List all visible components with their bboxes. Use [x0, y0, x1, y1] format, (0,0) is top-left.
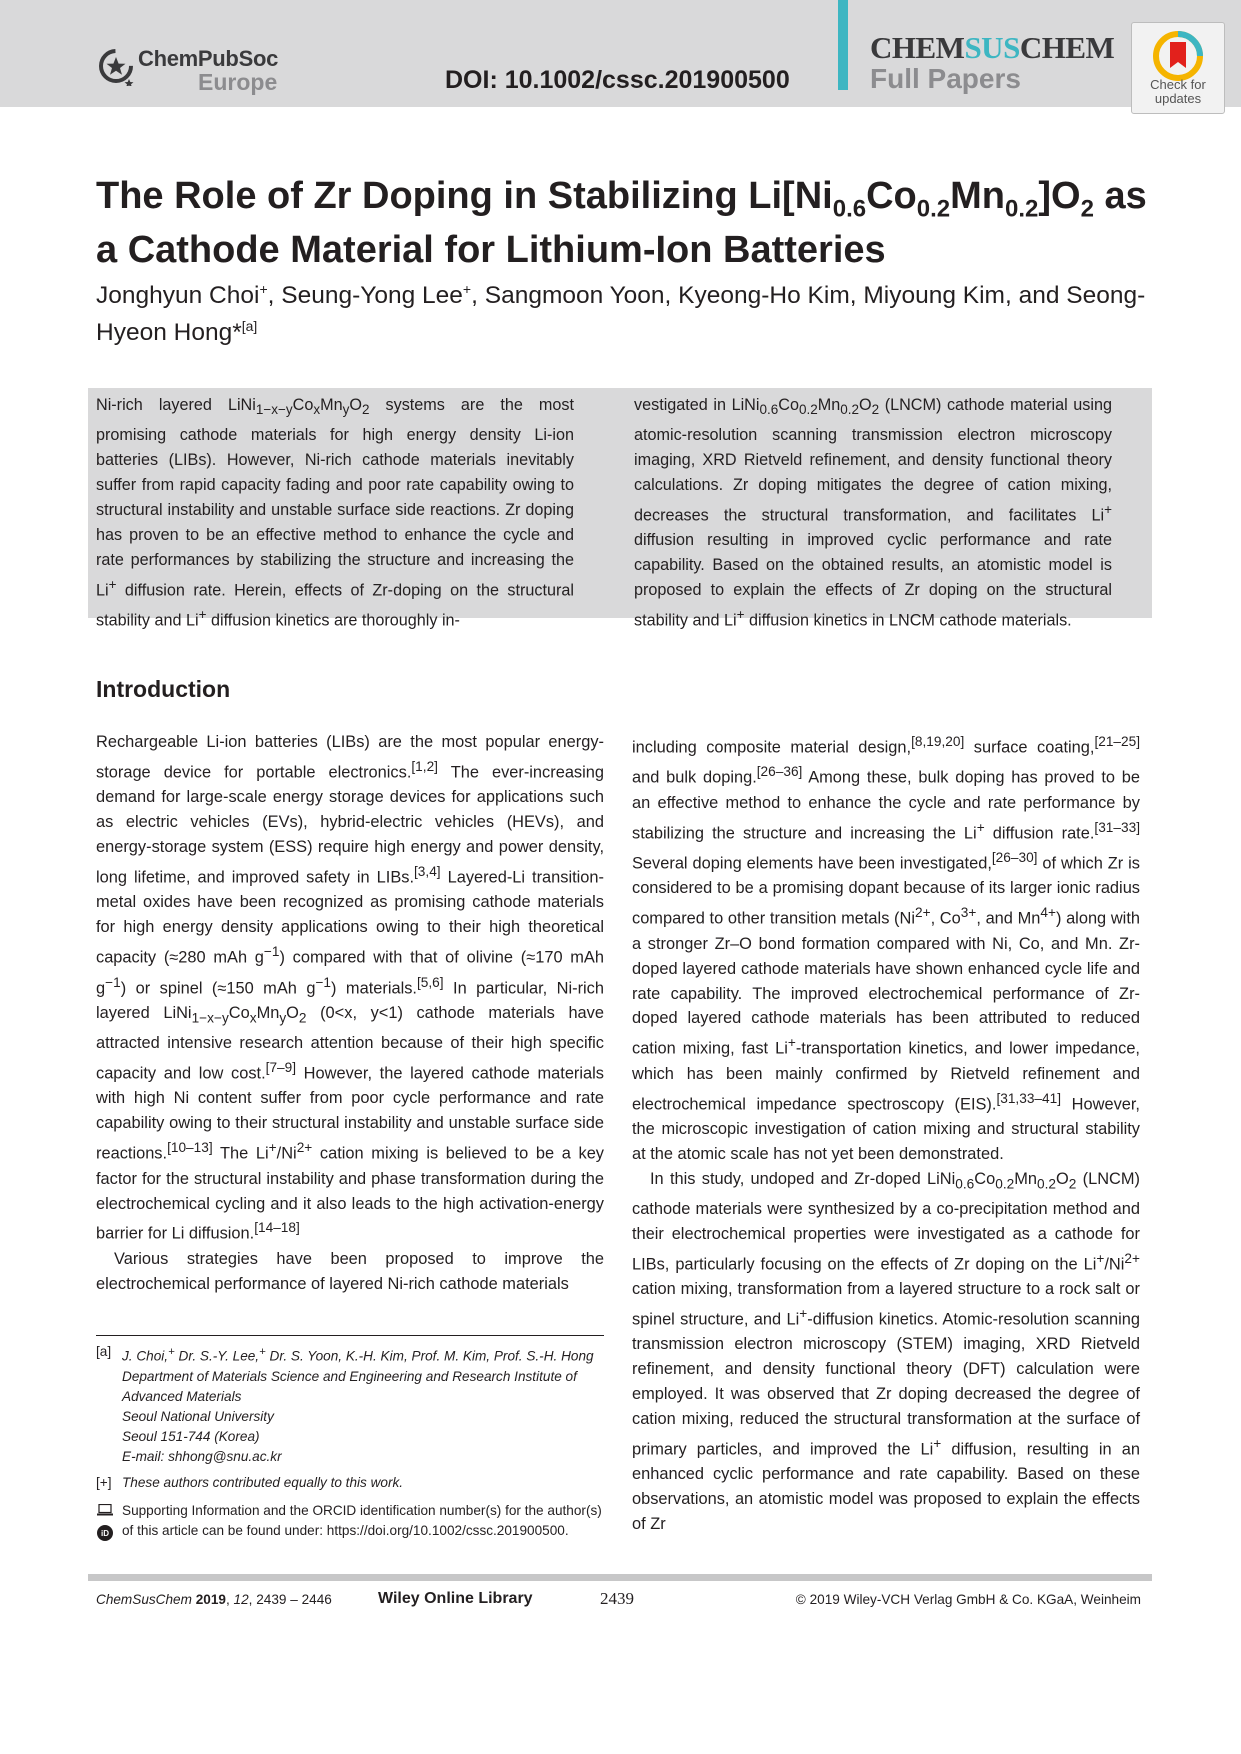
body-text: (0<x, y<1) cathode materials have attracted intensive research attention because of their high specific capacity and low cost. — [96, 1003, 604, 1083]
abstract-text: diffusion resulting in improved cyclic performance and rate capability. Based on the obtained results, an atomistic model is proposed to explain the effects of Zr doping on the structural stability and Li — [634, 531, 1112, 630]
charge-superscript: + — [736, 606, 745, 622]
footer-citation: ChemSusChem 2019, 12, 2439 – 2446 — [96, 1592, 332, 1607]
body-text: The ever-increasing demand for large-scale energy storage devices for applications such as electric vehicles (EVs), hybrid-electric vehicles (HEVs), and energy-storage system (ESS) require high energy and power density, long lifetime, and improved safety in LIBs. — [96, 763, 605, 887]
body-text: ) materials. — [331, 979, 417, 998]
citation-ref[interactable]: [10–13] — [167, 1140, 213, 1156]
affiliation-address: Seoul 151-744 (Korea) — [122, 1428, 260, 1444]
check-line-2: updates — [1154, 91, 1202, 106]
body-paragraph: Various strategies have been proposed to improve the electrochemical performance of layered Ni-rich cathode materials — [96, 1249, 604, 1293]
body-text: However, the layered cathode materials with high Ni content suffer from poor cycle performance and rate capability owing to their structural instability and unstable surface side reactions. — [96, 1064, 604, 1163]
chempubsoc-star-icon — [96, 46, 136, 86]
body-text: Mn — [1014, 1169, 1037, 1188]
citation-ref[interactable]: [14–18] — [254, 1220, 300, 1236]
body-text: Layered-Li transition-metal oxides have been recognized as promising cathode materials for high energy density applications owing to their high theoretical capacity (≈280 mAh g — [96, 868, 604, 967]
title-text: as a Cathode Material for Lithium-Ion Batteries — [96, 175, 1147, 271]
unit-superscript: −1 — [315, 974, 332, 990]
charge-superscript: + — [268, 1140, 277, 1156]
footnote-text: Dr. S.-Y. Lee, — [174, 1348, 260, 1364]
title-text: Mn — [950, 175, 1005, 217]
formula-subscript: 1−x−y — [255, 402, 293, 418]
footer-volume: 12 — [233, 1592, 249, 1607]
title-text: Co — [866, 175, 917, 217]
formula-subscript: 2 — [1068, 1176, 1077, 1192]
formula-subscript: y — [279, 1010, 287, 1026]
abstract-text: Mn — [817, 396, 841, 414]
charge-superscript: + — [933, 1436, 942, 1452]
abstract-text: vestigated in LiNi — [634, 396, 760, 414]
author-equal-mark: + — [168, 1346, 175, 1358]
formula-subscript: y — [342, 402, 350, 418]
footnote-text: Dr. S. Yoon, K.-H. Kim, Prof. M. Kim, Prof. S.-H. Hong — [265, 1348, 594, 1364]
check-for-updates-icon — [1150, 28, 1206, 84]
abstract-text: (LNCM) cathode material using atomic-resolution scanning transmission electron microscopy imaging, XRD Rietveld refinement, and density functional theory calculations. Zr doping mitigates the degree of cation mixing, decreases the structural transformation, and facilitates Li — [634, 396, 1113, 525]
body-text: -diffusion kinetics. Atomic-resolution scanning transmission electron microscopy (STEM) imaging, XRD Rietveld refinement, and density functional theory (DFT) calculation were employed. It was observed that Zr doping decreased the degree of cation mixing, reduced the structural transformation at the surface of primary particles, and improved the Li — [632, 1310, 1140, 1459]
body-paragraph — [632, 730, 1140, 1167]
abstract-text: systems are the most promising cathode materials for high energy density Li-ion batteries (LIBs). However, Ni-rich cathode materials inevitably suffer from rapid capacity fading and poor rate capability owing to structural instability and unstable surface side reactions. Zr doping has proven to be an effective method to enhance the cycle and rate performances by stabilizing the structure and increasing the Li — [96, 396, 575, 599]
charge-superscript: + — [198, 606, 207, 622]
body-text: Co — [974, 1169, 996, 1188]
author-equal-mark: + — [259, 281, 268, 297]
body-text: Co — [228, 1003, 250, 1022]
formula-subscript: 0.2 — [1037, 1176, 1056, 1192]
citation-ref[interactable]: [31,33–41] — [996, 1090, 1062, 1106]
body-text: Several doping elements have been investigated, — [632, 854, 992, 873]
abstract-text: Ni-rich layered LiNi — [96, 396, 256, 414]
body-column-right — [632, 730, 1140, 1537]
footnotes — [96, 1342, 604, 1541]
body-text: Mn — [256, 1003, 280, 1022]
charge-superscript: + — [799, 1306, 808, 1322]
abstract-box — [88, 388, 1152, 630]
body-paragraph — [96, 730, 604, 1247]
body-paragraph — [632, 1167, 1140, 1537]
title-text: ]O — [1038, 175, 1081, 217]
charge-superscript: 3+ — [960, 905, 977, 921]
affiliation-mark: [a] — [241, 318, 258, 335]
page-number: 2439 — [600, 1589, 634, 1608]
abstract-text: Mn — [320, 396, 343, 414]
citation-ref[interactable]: [26–30] — [991, 850, 1038, 866]
charge-superscript: + — [976, 819, 985, 835]
article-title — [96, 176, 1156, 270]
abstract-text: Co — [292, 396, 314, 414]
charge-superscript: + — [1096, 1250, 1105, 1266]
body-text: , and Mn — [976, 909, 1041, 928]
copyright-notice: © 2019 Wiley-VCH Verlag GmbH & Co. KGaA, Weinheim — [795, 1592, 1141, 1607]
formula-subscript: 0.6 — [955, 1176, 975, 1192]
body-text: including composite material design, — [632, 738, 912, 757]
formula-subscript: 1−x−y — [191, 1010, 229, 1026]
journal-name-part3: CHEM — [1019, 30, 1115, 65]
footer-journal: ChemSusChem — [96, 1592, 192, 1607]
title-subscript: 2 — [1080, 195, 1094, 223]
formula-subscript: x — [249, 1010, 257, 1026]
footnote-text: These authors contributed equally to this work. — [122, 1474, 404, 1490]
title-subscript: 0.2 — [1005, 195, 1039, 223]
unit-superscript: −1 — [105, 974, 121, 990]
citation-ref[interactable]: [1,2] — [411, 758, 438, 774]
abstract-text: diffusion kinetics in LNCM cathode materials. — [744, 611, 1072, 630]
body-text: ) or spinel (≈150 mAh g — [120, 979, 316, 998]
charge-superscript: + — [787, 1035, 796, 1051]
formula-subscript: 2 — [298, 1010, 307, 1026]
equal-contribution-footnote — [96, 1473, 604, 1493]
charge-superscript: + — [108, 576, 117, 592]
supporting-info-text[interactable]: Supporting Information and the ORCID identification number(s) for the author(s) of this article can be found under: https://doi.org/10.1002/cssc.201900500. — [122, 1502, 602, 1538]
charge-superscript: 2+ — [915, 905, 931, 921]
body-text: In this study, undoped and Zr-doped LiNi — [650, 1169, 956, 1188]
body-text: Rechargeable Li-ion batteries (LIBs) are the most popular energy-storage device for portable electronics. — [96, 733, 604, 782]
body-column-left — [96, 730, 604, 1297]
body-text: and bulk doping. — [632, 768, 757, 787]
journal-name-part1: CHEM — [870, 30, 965, 65]
affiliation-email[interactable]: E-mail: shhong@snu.ac.kr — [122, 1448, 282, 1464]
journal-name-part2: SUS — [964, 30, 1020, 65]
charge-superscript: 2+ — [296, 1140, 313, 1156]
footnote-mark: [+] — [96, 1474, 112, 1490]
citation-ref[interactable]: [8,19,20] — [911, 734, 965, 749]
formula-subscript: x — [313, 402, 321, 418]
supporting-info-footnote — [96, 1501, 604, 1541]
formula-subscript: 0.2 — [798, 402, 818, 418]
author-equal-mark: + — [462, 281, 472, 297]
body-text: diffusion rate. — [984, 824, 1095, 843]
footer-divider — [88, 1574, 1152, 1581]
check-line-1: Check for — [1150, 77, 1206, 92]
body-text: In particular, Ni-rich layered LiNi — [96, 979, 604, 1022]
publisher-sub: Europe — [198, 69, 278, 95]
title-text: The Role of Zr Doping in Stabilizing Li[Ni — [96, 175, 833, 217]
body-text: , Co — [930, 909, 961, 928]
footer-year: 2019 — [195, 1592, 226, 1607]
abstract-column-left — [96, 393, 574, 633]
affiliation-authors — [122, 1342, 604, 1367]
formula-subscript: 0.2 — [840, 402, 860, 418]
author-name: , Seung-Yong Lee — [267, 282, 463, 310]
author-name: , Sangmoon Yoon, Kyeong-Ho Kim, Miyoung Kim, and Seong-Hyeon Hong* — [96, 282, 1146, 347]
title-subscript: 0.2 — [916, 195, 951, 223]
affiliation-university: Seoul National University — [122, 1408, 274, 1424]
body-text: surface coating, — [964, 738, 1095, 757]
publisher-name: ChemPubSoc — [138, 46, 279, 71]
formula-subscript: 0.2 — [995, 1176, 1015, 1192]
footer-pages: , 2439 – 2446 — [248, 1592, 332, 1607]
wiley-online-library-link[interactable]: Wiley Online Library — [378, 1590, 533, 1607]
formula-subscript: 0.6 — [759, 402, 779, 418]
citation-ref[interactable]: [26–36] — [756, 764, 803, 780]
body-text: O — [286, 1003, 299, 1022]
charge-superscript: 4+ — [1040, 905, 1056, 921]
abstract-text: Co — [778, 396, 799, 414]
citation-ref[interactable]: [7–9] — [265, 1060, 297, 1076]
footnote-text: J. Choi, — [122, 1348, 169, 1364]
affiliation-department: Department of Materials Science and Engineering and Research Institute of Advanced Materials — [122, 1368, 577, 1404]
journal-name — [870, 30, 1114, 66]
accent-bar — [838, 0, 848, 90]
affiliation-footnote — [96, 1342, 604, 1467]
citation-ref[interactable]: [3,4] — [414, 864, 441, 879]
charge-superscript: 2+ — [1124, 1250, 1140, 1266]
check-for-updates-button[interactable] — [1131, 22, 1225, 114]
title-subscript: 0.6 — [832, 195, 867, 223]
body-text: -transportation kinetics, and lower impedance, which has been mainly confirmed by Rietveld refinement and electrochemical impedance spectroscopy (EIS). — [632, 1039, 1140, 1114]
svg-text:iD: iD — [101, 1528, 109, 1538]
abstract-column-right — [634, 393, 1112, 633]
body-text: of which Zr is considered to be a promising dopant because of its larger ionic radius compared to other transition metals (Ni — [632, 854, 1140, 928]
body-text: The Li — [212, 1144, 269, 1163]
citation-ref[interactable]: [5,6] — [416, 974, 444, 990]
orcid-icon — [97, 1525, 113, 1541]
footnote-divider — [96, 1335, 604, 1336]
doi-label[interactable]: DOI: 10.1002/cssc.201900500 — [445, 66, 790, 94]
abstract-text: diffusion rate. Herein, effects of Zr-doping on the structural stability and Li — [96, 580, 574, 630]
unit-superscript: −1 — [263, 944, 280, 960]
citation-ref[interactable]: [31–33] — [1094, 819, 1140, 835]
citation-ref[interactable]: [21–25] — [1094, 734, 1141, 749]
body-text: /Ni — [1104, 1255, 1125, 1274]
laptop-icon — [97, 1504, 113, 1516]
body-text: Among these, bulk doping has proved to be an effective method to enhance the cycle and rate performance by stabilizing the structure and increasing the Li — [632, 768, 1141, 843]
body-text: ) along with a stronger Zr–O bond formation compared with Ni, Co, and Mn. Zr-doped layered cathode materials have shown enhanced cycle life and rate capability. The improved electrochemical performance of Zr-doped layered cathode materials has been attributed to reduced cation mixing, fast Li — [632, 909, 1140, 1058]
abstract-text: O — [859, 396, 872, 414]
body-text: cation mixing, transformation from a layered structure to a rock salt or spinel structure, and Li — [632, 1280, 1140, 1329]
body-text: /Ni — [276, 1144, 297, 1163]
body-text: ) compared with that of olivine (≈170 mAh g — [96, 948, 604, 998]
abstract-text: O — [349, 396, 362, 414]
charge-superscript: + — [1104, 501, 1112, 517]
section-label: Full Papers — [870, 63, 1021, 94]
page-header — [0, 0, 1241, 107]
footnote-mark: [a] — [96, 1344, 112, 1359]
abstract-text: diffusion kinetics are thoroughly in- — [206, 611, 460, 630]
formula-subscript: 2 — [871, 402, 880, 418]
body-text: cation mixing is believed to be a key factor for the structural instability and phase transformation during the electrochemical cycling and it also leads to the high activation-energy barrier for Li diffusion. — [96, 1144, 605, 1243]
section-heading-introduction: Introduction — [96, 676, 231, 702]
formula-subscript: 2 — [361, 402, 370, 418]
body-text: However, the microscopic investigation of cation mixing and structural stability at the atomic scale has not yet been demonstrated. — [632, 1095, 1140, 1163]
author-name: Jonghyun Choi — [96, 282, 260, 310]
body-text: (LNCM) cathode materials were synthesized by a co-precipitation method and their electrochemical properties were investigated as a cathode for LIBs, particularly focusing on the effects of Zr doping on the Li — [632, 1169, 1140, 1274]
author-equal-mark: + — [259, 1346, 266, 1358]
chempubsoc-logo — [96, 42, 296, 96]
check-for-updates-label — [1132, 78, 1224, 106]
body-text: O — [1055, 1169, 1069, 1188]
body-text: diffusion, resulting in an enhanced cyclic performance and rate capability. Based on these observations, an atomistic model was proposed to explain the effects of Zr — [632, 1440, 1140, 1534]
author-list — [96, 274, 1156, 348]
